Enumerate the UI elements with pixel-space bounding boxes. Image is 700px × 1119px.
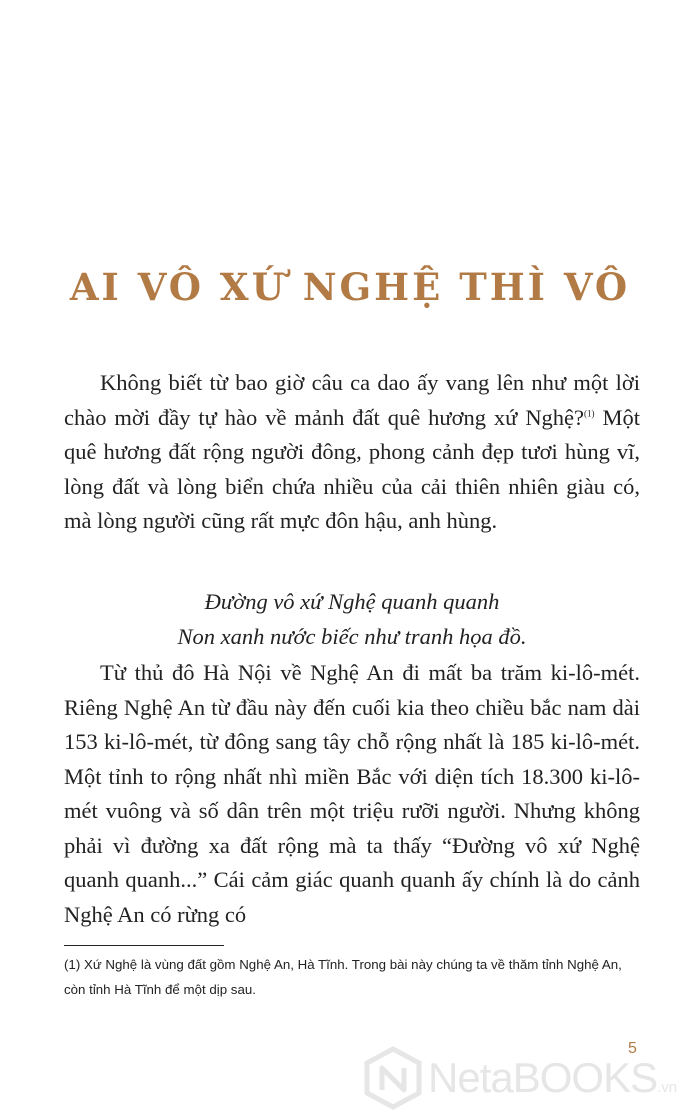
- watermark-domain-suffix: .vn: [657, 1079, 678, 1096]
- verse-line: Đường vô xứ Nghệ quanh quanh: [204, 589, 500, 614]
- netabooks-hexagon-icon: [362, 1046, 424, 1110]
- page-number: 5: [628, 1040, 637, 1057]
- watermark-brand: [428, 1054, 677, 1102]
- footnote-text: (1) Xứ Nghệ là vùng đất gồm Nghệ An, Hà Tĩnh. Trong bài này chúng ta về thăm tỉnh Nghệ An, còn tỉnh Hà Tĩnh để một dịp sau.: [64, 957, 622, 997]
- paragraph-intro: [64, 366, 640, 539]
- chapter-title: AI VÔ XỨ NGHỆ THÌ VÔ: [69, 264, 631, 309]
- paragraph-intro-text-continued: Một quê hương đất rộng người đông, phong cảnh đẹp tươi hùng vĩ, lòng đất và lòng biển chứa nhiều của cải thiên nhiên giàu có, mà lòng người cũng rất mực đôn hậu, anh hùng.: [64, 404, 640, 533]
- watermark-logo: [362, 1046, 698, 1110]
- paragraph-geography: Từ thủ đô Hà Nội về Nghệ An đi mất ba trăm ki-lô-mét. Riêng Nghệ An từ đầu này đến cuối kia theo chiều bắc nam dài 153 ki-lô-mét, từ đông sang tây chỗ rộng nhất là 185 ki-lô-mét. Một tỉnh to rộng nhất nhì miền Bắc với diện tích 18.300 ki-lô-mét vuông và số dân trên một triệu rưỡi người. Nhưng không phải vì đường xa đất rộng mà ta thấy “Đường vô xứ Nghệ quanh quanh...” Cái cảm giác quanh quanh ấy chính là do cảnh Nghệ An có rừng có: [64, 660, 640, 927]
- footnote-divider: [64, 945, 224, 946]
- verse-line: Non xanh nước biếc như tranh họa đồ.: [177, 623, 527, 649]
- footnote-reference: (1): [584, 408, 595, 418]
- folk-verse: [64, 585, 640, 654]
- watermark-brand-name: NetaBOOKS: [428, 1054, 658, 1101]
- paragraph-intro-text: Không biết từ bao giờ câu ca dao ấy vang lên như một lời chào mời đầy tự hào về mảnh đất quê hương xứ Nghệ?: [64, 370, 640, 430]
